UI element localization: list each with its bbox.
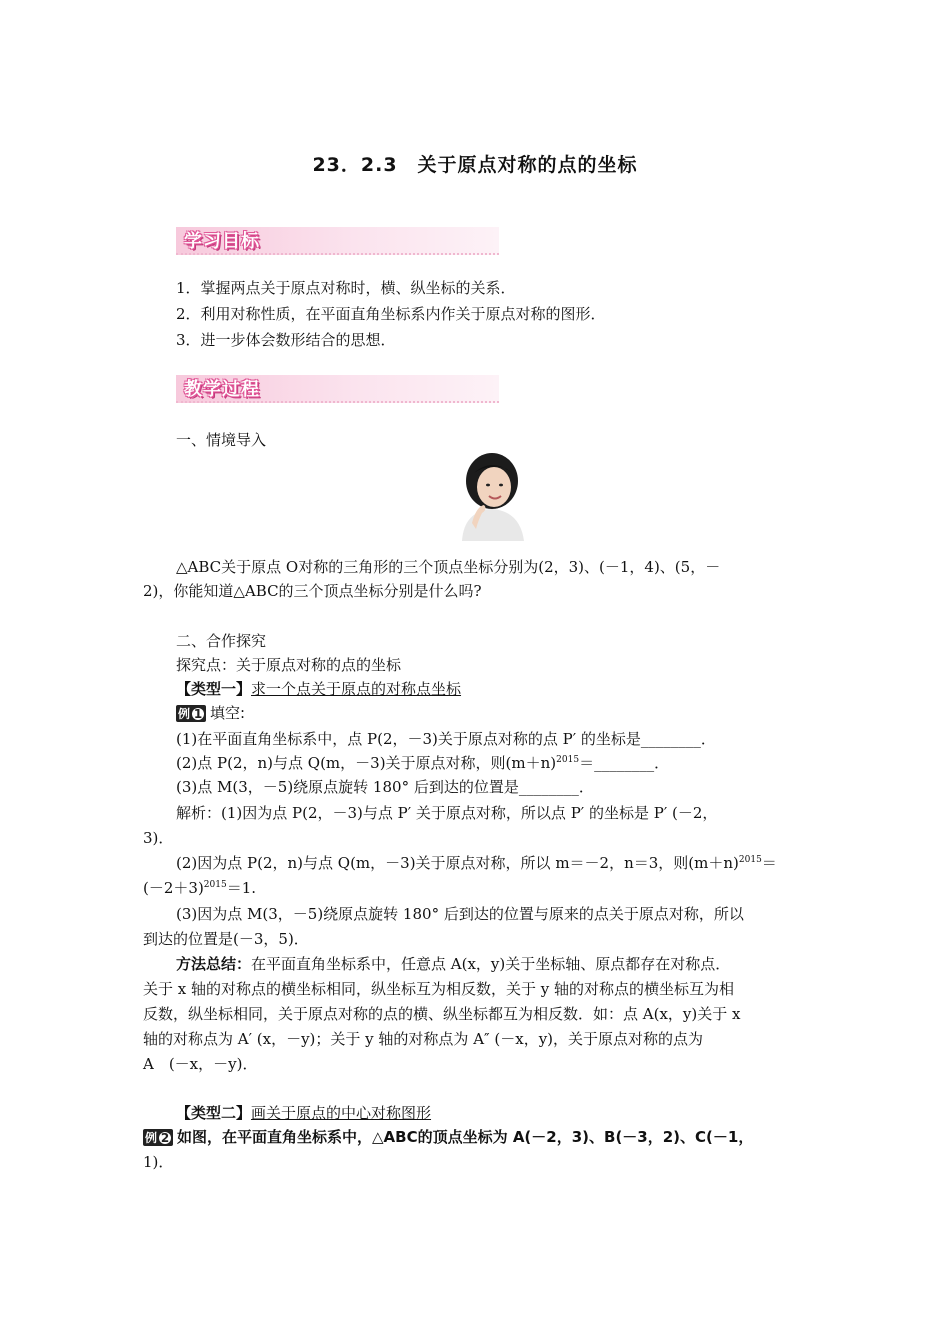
solution-3-line-1: (3)因为点 M(3，－5)绕原点旋转 180° 后到达的位置与原来的点关于原点对称，所以	[176, 905, 744, 923]
solution-2-line-2: $(-2+3)^{2015}=1$.	[143, 879, 257, 897]
intro-text-line-2: 2)，你能知道△ABC的三个顶点坐标分别是什么吗?	[143, 582, 482, 600]
goal-item-1: 1．掌握两点关于原点对称时，横、纵坐标的关系．	[176, 279, 516, 297]
method-summary-line-2: 关于 x 轴的对称点的横坐标相同，纵坐标互为相反数，关于 y 轴的对称点的横坐标互为相	[143, 980, 735, 998]
question-3: (3)点 M(3，－5)绕原点旋转 180° 后到达的位置是________．	[176, 778, 594, 796]
solution-1-line-1: 解析：(1)因为点 P(2，－3)与点 P′ 关于原点对称，所以点 P′ 的坐标是 P′ (－2，	[176, 804, 718, 822]
example-1-badge: 例 1	[176, 705, 206, 722]
example-1-header	[176, 702, 245, 723]
example-2-line-2: 1)．	[143, 1153, 174, 1171]
type1-title: 求一个点关于原点的对称点坐标	[251, 680, 462, 698]
example-2-badge: 例 2	[143, 1129, 173, 1146]
method-summary-line-5: A (－x，－y)．	[143, 1055, 258, 1073]
page-title: 23．2.3 关于原点对称的点的坐标	[312, 154, 638, 176]
goal-item-2: 2．利用对称性质，在平面直角坐标系内作关于原点对称的图形．	[176, 305, 606, 323]
type2-title: 画关于原点的中心对称图形	[251, 1104, 432, 1122]
section-heading-explore: 二、合作探究	[176, 632, 267, 650]
type1-heading	[176, 678, 461, 699]
method-summary-line-1: 方法总结：在平面直角坐标系中，任意点 A(x，y)关于坐标轴、原点都存在对称点．	[176, 955, 731, 973]
explore-point: 探究点：关于原点对称的点的坐标	[176, 656, 402, 674]
type1-prefix: 【类型一】	[176, 680, 252, 698]
method-summary-line-3: 反数，纵坐标相同，关于原点对称的点的横、纵坐标都互为相反数．如：点 A(x，y)关于 x	[143, 1005, 741, 1023]
question-1: (1)在平面直角坐标系中，点 P(2，－3)关于原点对称的点 P′ 的坐标是________．	[176, 730, 716, 748]
banner-process-label: 教学过程	[184, 379, 260, 400]
banner-goals-label: 学习目标	[184, 231, 260, 252]
method-summary-label: 方法总结：	[176, 955, 252, 973]
intro-text-line-1: △ABC关于原点 O对称的三角形的三个顶点坐标分别为(2，3)、(－1，4)、(5，－	[176, 558, 721, 576]
girl-photo	[452, 451, 532, 541]
solution-3-line-2: 到达的位置是(－3，5)．	[143, 930, 309, 948]
method-summary-line-4: 轴的对称点为 A′ (x，－y)；关于 y 轴的对称点为 A″ (－x，y)，关于原点对称的点为	[143, 1030, 704, 1048]
section-banner-goals	[176, 227, 499, 255]
solution-2-line-1: (2)因为点 P(2，n)与点 Q(m，－3)关于原点对称，所以 m＝－2，n＝3，则$(m+n)^{2015}=$	[176, 854, 777, 872]
goal-item-3: 3．进一步体会数形结合的思想．	[176, 331, 396, 349]
type2-prefix: 【类型二】	[176, 1104, 252, 1122]
example-1-prompt: 填空:	[210, 704, 246, 722]
question-2: (2)点 P(2，n)与点 Q(m，－3)关于原点对称，则$(m+n)^{2015}=\_\_\_\_\_\_\_\_$．	[176, 754, 670, 772]
example-2-line-1: 例 2 如图，在平面直角坐标系中，△ABC的顶点坐标为 A(－2，3)、B(－3，2)、C(－1，	[145, 1128, 754, 1146]
section-banner-process	[176, 375, 499, 403]
section-heading-intro: 一、情境导入	[176, 431, 267, 449]
solution-1-line-2: 3)．	[143, 829, 174, 847]
type2-heading	[176, 1102, 431, 1123]
